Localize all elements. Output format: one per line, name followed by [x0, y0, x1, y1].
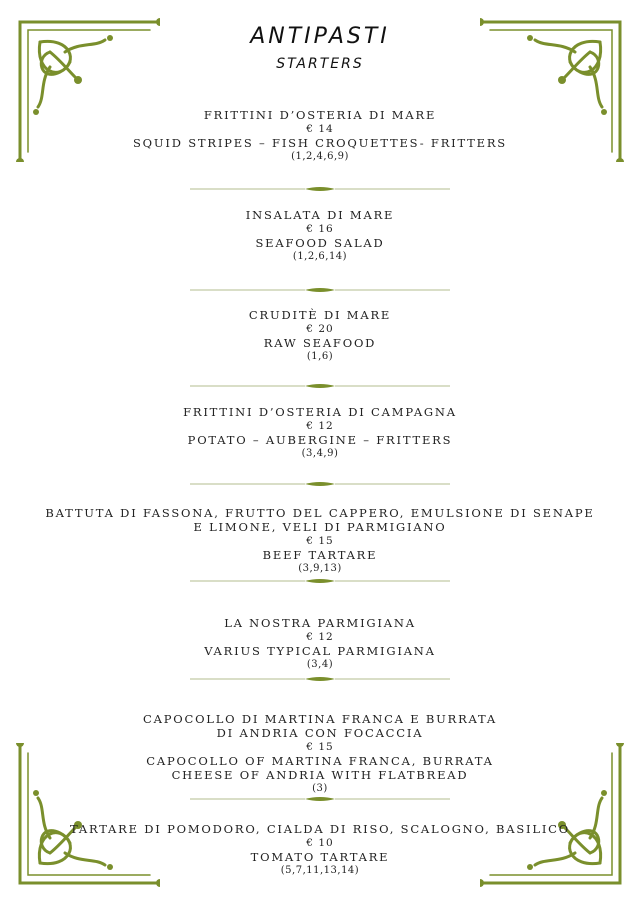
menu-item — [0, 822, 640, 878]
item-translation: POTATO – AUBERGINE – FRITTERS — [187, 433, 453, 447]
item-translation: RAW SEAFOOD — [263, 336, 377, 350]
item-name: CRUDITÈ DI MARE — [248, 308, 392, 322]
item-name: DI ANDRIA CON FOCACCIA — [216, 726, 424, 740]
menu-item — [0, 712, 640, 796]
item-price: € 12 — [306, 420, 334, 432]
item-translation: SEAFOOD SALAD — [255, 236, 385, 250]
item-translation: TOMATO TARTARE — [250, 850, 390, 864]
menu-title: ANTIPASTI — [250, 24, 390, 49]
divider — [190, 796, 450, 802]
item-name: FRITTINI D’OSTERIA DI MARE — [203, 108, 437, 122]
item-price: € 20 — [306, 323, 334, 335]
menu-item — [0, 405, 640, 461]
item-name: FRITTINI D’OSTERIA DI CAMPAGNA — [183, 405, 457, 419]
item-allergens: (3,9,13) — [298, 563, 342, 574]
item-translation: CHEESE OF ANDRIA WITH FLATBREAD — [171, 768, 469, 782]
item-price: € 15 — [306, 535, 334, 547]
item-name: INSALATA DI MARE — [245, 208, 395, 222]
item-translation: VARIUS TYPICAL PARMIGIANA — [204, 644, 436, 658]
divider — [190, 287, 450, 293]
item-name: TARTARE DI POMODORO, CIALDA DI RISO, SCALOGNO, BASILICO — [70, 822, 570, 836]
item-price: € 10 — [306, 837, 334, 849]
divider — [190, 186, 450, 192]
menu-item — [0, 616, 640, 672]
item-price: € 15 — [306, 741, 334, 753]
menu-item — [0, 308, 640, 364]
item-allergens: (1,2,6,14) — [292, 251, 348, 262]
item-allergens: (3,4,9) — [301, 448, 339, 459]
item-allergens: (3) — [312, 783, 328, 794]
item-translation: CAPOCOLLO OF MARTINA FRANCA, BURRATA — [146, 754, 494, 768]
item-allergens: (1,6) — [306, 351, 334, 362]
item-allergens: (5,7,11,13,14) — [280, 865, 360, 876]
menu-item — [0, 506, 640, 576]
menu-item — [0, 208, 640, 264]
item-translation: SQUID STRIPES – FISH CROQUETTES- FRITTERS — [133, 136, 507, 150]
item-name: LA NOSTRA PARMIGIANA — [224, 616, 416, 630]
item-translation: BEEF TARTARE — [262, 548, 378, 562]
menu-item — [0, 108, 640, 164]
item-name: BATTUTA DI FASSONA, FRUTTO DEL CAPPERO, EMULSIONE DI SENAPE — [45, 506, 595, 520]
item-name: E LIMONE, VELI DI PARMIGIANO — [193, 520, 447, 534]
item-name: CAPOCOLLO DI MARTINA FRANCA E BURRATA — [143, 712, 497, 726]
item-price: € 12 — [306, 631, 334, 643]
divider — [190, 578, 450, 584]
divider — [190, 676, 450, 682]
item-allergens: (1,2,4,6,9) — [291, 151, 349, 162]
divider — [190, 481, 450, 487]
item-price: € 16 — [306, 223, 334, 235]
divider — [190, 383, 450, 389]
item-allergens: (3,4) — [306, 659, 334, 670]
menu-subtitle: STARTERS — [276, 56, 364, 72]
item-price: € 14 — [306, 123, 334, 135]
